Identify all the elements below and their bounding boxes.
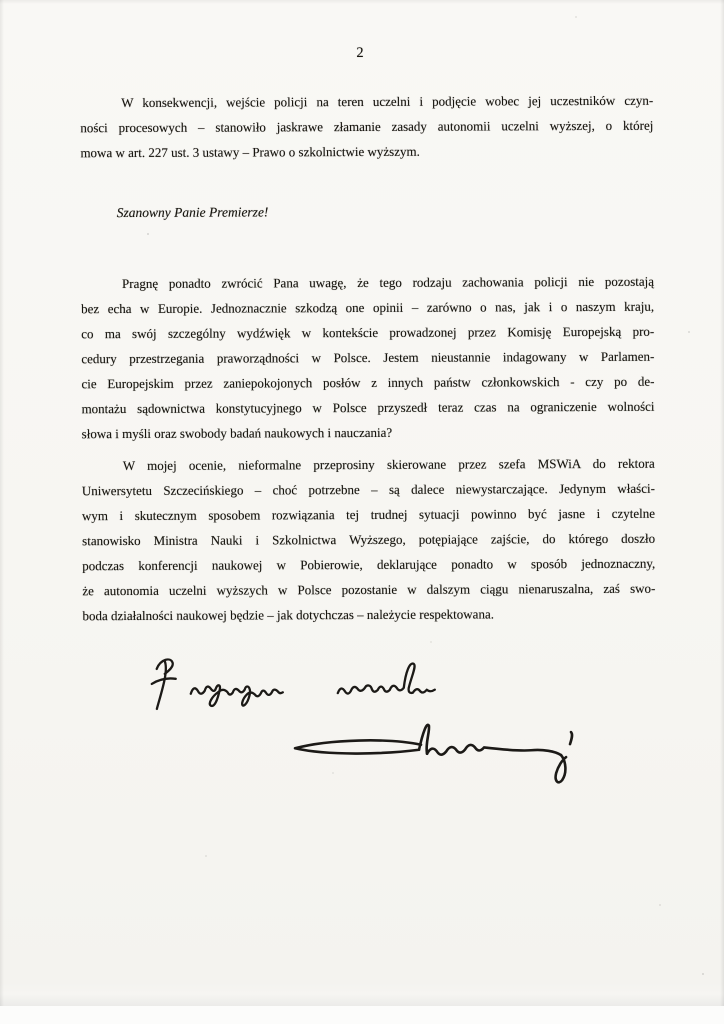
salutation: Szanowny Panie Premierze! — [116, 204, 269, 221]
text-line: Uniwersytetu Szczecińskiego – choć potrzebne – są dalece niewystarczające. Jedynym właści- — [81, 480, 655, 499]
text-line: Pragnę ponadto zwrócić Pana uwagę, że tego rodzaju zachowania policji nie pozostają — [121, 273, 655, 292]
text-line: co ma swój szczególny wydźwięk w kontekście prowadzonej przez Komisję Europejską pro- — [81, 323, 655, 342]
text-line: mowa w art. 227 ust. 3 ustawy – Prawo o szkolnictwie wyższym. — [80, 143, 420, 161]
text-line: stanowisko Ministra Nauki i Szkolnictwa Wyższego, potępiające zajście, do którego doszło — [82, 530, 656, 549]
text-line: ności procesowych – stanowiło jaskrawe złamanie zasady autonomii uczelni wyższej, o której — [80, 117, 654, 136]
text-line: cie Europejskim przez zaniepokojonych posłów z innych państw członkowskich - czy po de- — [81, 373, 655, 392]
page-number: 2 — [356, 44, 364, 62]
text-line: słowa i myśli oraz swobody badań naukowych i nauczania? — [81, 424, 393, 442]
handwritten-closing-and-signature — [119, 645, 620, 807]
text-line: montażu sądownictwa konstytucyjnego w Polsce przyszedł teraz czas na ograniczenie wolności — [81, 398, 655, 417]
text-line: bez echa w Europie. Jednoznacznie szkodzą one opinii – zarówno o nas, jak i o naszym kraju, — [81, 298, 655, 317]
text-line: cedury przestrzegania praworządności w Polsce. Jestem nieustannie indagowany w Parlamen- — [81, 348, 655, 367]
text-line: podczas konferencji naukowej w Pobierowie, deklarujące ponadto w sposób jednoznaczny, — [82, 555, 656, 574]
handwritten-phrase — [152, 658, 435, 709]
text-line: W mojej ocenie, nieformalne przeprosiny skierowane przez szefa MSWiA do rektora — [122, 455, 655, 474]
text-line: wym i skutecznym sposobem rozwiązania tej trudnej sytuacji powinno być jasne i czytelne — [81, 505, 656, 524]
paragraph-assessment — [82, 451, 656, 628]
signature-scribble — [295, 724, 572, 783]
text-line: boda działalności naukowej będzie – jak dotychczas – należycie respektowana. — [82, 606, 494, 624]
text-line: że autonomia uczelni wyższych w Polsce pozostanie w dalszym ciągu nienaruszalna, zaś swo- — [82, 580, 656, 599]
text-line: W konsekwencji, wejście policji na teren uczelni i podjęcie wobec jej uczestników czyn- — [121, 92, 654, 111]
paragraph-europe-reaction — [81, 269, 655, 446]
paragraph-consequence — [80, 88, 653, 165]
